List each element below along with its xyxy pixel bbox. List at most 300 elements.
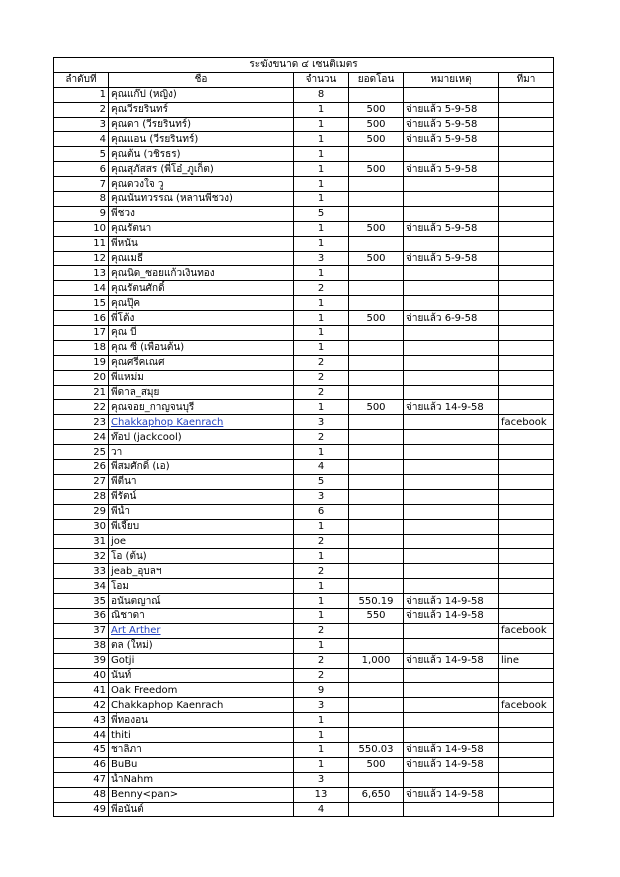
- cell-source: line: [499, 653, 554, 668]
- cell-source: [499, 147, 554, 162]
- cell-no: 48: [54, 787, 109, 802]
- cell-name: jeab_อุบลฯ: [109, 564, 294, 579]
- cell-name: joe: [109, 534, 294, 549]
- cell-note: [404, 385, 499, 400]
- cell-note: จ่ายแล้ว 5-9-58: [404, 221, 499, 236]
- cell-no: 35: [54, 594, 109, 609]
- table-row: [54, 266, 554, 281]
- cell-source: [499, 757, 554, 772]
- cell-note: จ่ายแล้ว 14-9-58: [404, 653, 499, 668]
- cell-source: [499, 445, 554, 460]
- cell-note: [404, 192, 499, 207]
- cell-amount: [349, 370, 404, 385]
- table-row: [54, 787, 554, 802]
- cell-qty: 1: [294, 132, 349, 147]
- cell-no: 24: [54, 430, 109, 445]
- cell-amount: [349, 296, 404, 311]
- cell-name: พี่โต้ง: [109, 311, 294, 326]
- header-name: ชื่อ: [109, 72, 294, 87]
- cell-qty: 2: [294, 668, 349, 683]
- cell-no: 30: [54, 519, 109, 534]
- cell-note: [404, 489, 499, 504]
- cell-name: วา: [109, 445, 294, 460]
- table-row: [54, 296, 554, 311]
- cell-no: 38: [54, 638, 109, 653]
- cell-amount: 500: [349, 311, 404, 326]
- cell-note: [404, 326, 499, 341]
- cell-source: [499, 206, 554, 221]
- cell-note: จ่ายแล้ว 14-9-58: [404, 400, 499, 415]
- cell-source: [499, 162, 554, 177]
- cell-no: 40: [54, 668, 109, 683]
- cell-name: โอม: [109, 579, 294, 594]
- table-row: [54, 549, 554, 564]
- cell-note: [404, 177, 499, 192]
- cell-source: [499, 549, 554, 564]
- cell-qty: 5: [294, 206, 349, 221]
- cell-qty: 1: [294, 445, 349, 460]
- cell-note: จ่ายแล้ว 14-9-58: [404, 594, 499, 609]
- cell-name: คุณปุ๊ค: [109, 296, 294, 311]
- table-row: [54, 206, 554, 221]
- table-row: [54, 445, 554, 460]
- cell-name: พี่ดาล_สมุย: [109, 385, 294, 400]
- cell-qty: 3: [294, 415, 349, 430]
- table-row: [54, 683, 554, 698]
- cell-amount: [349, 355, 404, 370]
- table-row: [54, 415, 554, 430]
- cell-source: [499, 474, 554, 489]
- cell-note: [404, 415, 499, 430]
- cell-name: Gotji: [109, 653, 294, 668]
- cell-source: [499, 787, 554, 802]
- cell-no: 11: [54, 236, 109, 251]
- cell-no: 46: [54, 757, 109, 772]
- cell-note: [404, 340, 499, 355]
- table-row: [54, 162, 554, 177]
- cell-note: [404, 549, 499, 564]
- cell-note: [404, 370, 499, 385]
- cell-source: [499, 430, 554, 445]
- cell-amount: [349, 564, 404, 579]
- cell-name: ท๊อป (jackcool): [109, 430, 294, 445]
- table-row: [54, 519, 554, 534]
- table-row: [54, 504, 554, 519]
- cell-name: BuBu: [109, 757, 294, 772]
- cell-amount: [349, 504, 404, 519]
- cell-qty: 1: [294, 579, 349, 594]
- cell-qty: 1: [294, 757, 349, 772]
- cell-qty: 1: [294, 221, 349, 236]
- cell-no: 27: [54, 474, 109, 489]
- cell-source: [499, 311, 554, 326]
- table-row: [54, 757, 554, 772]
- cell-amount: [349, 460, 404, 475]
- cell-qty: 2: [294, 355, 349, 370]
- table-row: [54, 430, 554, 445]
- cell-amount: [349, 713, 404, 728]
- table-row: [54, 608, 554, 623]
- cell-no: 39: [54, 653, 109, 668]
- cell-no: 49: [54, 802, 109, 817]
- cell-name: คุณดา (วีรยรินทร์): [109, 117, 294, 132]
- cell-note: [404, 623, 499, 638]
- cell-no: 21: [54, 385, 109, 400]
- cell-no: 18: [54, 340, 109, 355]
- cell-qty: 1: [294, 311, 349, 326]
- cell-qty: 1: [294, 117, 349, 132]
- cell-qty: 1: [294, 192, 349, 207]
- cell-source: [499, 772, 554, 787]
- cell-name: คุณดวงใจ วู: [109, 177, 294, 192]
- cell-note: [404, 281, 499, 296]
- header-source: ที่มา: [499, 72, 554, 87]
- cell-no: 4: [54, 132, 109, 147]
- cell-source: [499, 579, 554, 594]
- header-amount: ยอดโอน: [349, 72, 404, 87]
- cell-source: [499, 281, 554, 296]
- cell-no: 47: [54, 772, 109, 787]
- cell-no: 42: [54, 698, 109, 713]
- cell-qty: 13: [294, 787, 349, 802]
- cell-source: [499, 668, 554, 683]
- cell-note: จ่ายแล้ว 14-9-58: [404, 757, 499, 772]
- cell-qty: 1: [294, 594, 349, 609]
- cell-amount: [349, 474, 404, 489]
- cell-qty: 2: [294, 281, 349, 296]
- table-row: [54, 147, 554, 162]
- cell-source: [499, 489, 554, 504]
- cell-source: [499, 400, 554, 415]
- cell-qty: 4: [294, 802, 349, 817]
- cell-qty: 1: [294, 236, 349, 251]
- cell-note: [404, 683, 499, 698]
- cell-note: [404, 698, 499, 713]
- table-row: [54, 698, 554, 713]
- cell-amount: [349, 415, 404, 430]
- cell-no: 28: [54, 489, 109, 504]
- cell-note: จ่ายแล้ว 5-9-58: [404, 102, 499, 117]
- cell-name: คุณเมธี: [109, 251, 294, 266]
- cell-note: [404, 266, 499, 281]
- cell-source: [499, 221, 554, 236]
- cell-name: คุณรัตนศักดิ์: [109, 281, 294, 296]
- cell-source: [499, 132, 554, 147]
- cell-name: คุณต้น (วชิรธร): [109, 147, 294, 162]
- cell-no: 16: [54, 311, 109, 326]
- cell-source: [499, 236, 554, 251]
- cell-amount: [349, 281, 404, 296]
- table-row: [54, 311, 554, 326]
- cell-no: 1: [54, 87, 109, 102]
- cell-qty: 2: [294, 564, 349, 579]
- cell-name: โอ (ต้น): [109, 549, 294, 564]
- cell-qty: 1: [294, 742, 349, 757]
- cell-name: ชาลิภา: [109, 742, 294, 757]
- cell-note: [404, 87, 499, 102]
- table-row: [54, 102, 554, 117]
- cell-source: [499, 713, 554, 728]
- cell-amount: 1,000: [349, 653, 404, 668]
- cell-name: Oak Freedom: [109, 683, 294, 698]
- cell-amount: [349, 326, 404, 341]
- cell-name: คุณวีรยรินทร์: [109, 102, 294, 117]
- cell-no: 12: [54, 251, 109, 266]
- header-row: [54, 72, 554, 87]
- cell-note: จ่ายแล้ว 5-9-58: [404, 251, 499, 266]
- table-row: [54, 668, 554, 683]
- table-row: [54, 370, 554, 385]
- cell-name: Benny<pan>: [109, 787, 294, 802]
- cell-no: 9: [54, 206, 109, 221]
- table-row: [54, 713, 554, 728]
- cell-name: น้ำNahm: [109, 772, 294, 787]
- cell-source: [499, 102, 554, 117]
- table-row: [54, 564, 554, 579]
- cell-no: 6: [54, 162, 109, 177]
- order-table: [53, 57, 554, 817]
- cell-note: [404, 668, 499, 683]
- cell-no: 17: [54, 326, 109, 341]
- table-row: [54, 400, 554, 415]
- cell-note: [404, 147, 499, 162]
- cell-amount: [349, 638, 404, 653]
- cell-amount: [349, 534, 404, 549]
- cell-name: คุณแก๊ป (หญิง): [109, 87, 294, 102]
- cell-note: [404, 206, 499, 221]
- cell-note: จ่ายแล้ว 14-9-58: [404, 742, 499, 757]
- table-row: [54, 221, 554, 236]
- cell-amount: [349, 698, 404, 713]
- cell-note: [404, 728, 499, 743]
- cell-amount: 500: [349, 251, 404, 266]
- cell-qty: 6: [294, 504, 349, 519]
- cell-amount: [349, 728, 404, 743]
- cell-name: คุณรัตนา: [109, 221, 294, 236]
- cell-qty: 1: [294, 728, 349, 743]
- cell-amount: [349, 236, 404, 251]
- cell-name: พี่ทองอน: [109, 713, 294, 728]
- cell-source: [499, 296, 554, 311]
- cell-name[interactable]: Art Arther: [109, 623, 294, 638]
- table-row: [54, 355, 554, 370]
- cell-amount: [349, 668, 404, 683]
- cell-amount: [349, 385, 404, 400]
- cell-qty: 1: [294, 102, 349, 117]
- cell-source: [499, 460, 554, 475]
- table-row: [54, 340, 554, 355]
- cell-note: จ่ายแล้ว 5-9-58: [404, 132, 499, 147]
- cell-name: ตล (ใหม่): [109, 638, 294, 653]
- cell-qty: 1: [294, 519, 349, 534]
- cell-note: [404, 638, 499, 653]
- cell-no: 34: [54, 579, 109, 594]
- cell-qty: 9: [294, 683, 349, 698]
- cell-source: [499, 326, 554, 341]
- cell-source: [499, 385, 554, 400]
- table-row: [54, 594, 554, 609]
- cell-note: จ่ายแล้ว 14-9-58: [404, 608, 499, 623]
- cell-no: 14: [54, 281, 109, 296]
- header-no: ลำดับที่: [54, 72, 109, 87]
- table-row: [54, 87, 554, 102]
- cell-qty: 1: [294, 400, 349, 415]
- cell-source: [499, 370, 554, 385]
- cell-note: [404, 504, 499, 519]
- cell-amount: [349, 772, 404, 787]
- cell-amount: 500: [349, 117, 404, 132]
- cell-amount: 500: [349, 102, 404, 117]
- cell-source: facebook: [499, 698, 554, 713]
- cell-qty: 8: [294, 87, 349, 102]
- cell-note: จ่ายแล้ว 5-9-58: [404, 117, 499, 132]
- cell-amount: [349, 266, 404, 281]
- cell-qty: 3: [294, 489, 349, 504]
- table-row: [54, 132, 554, 147]
- cell-source: [499, 728, 554, 743]
- cell-name: พี่หนัน: [109, 236, 294, 251]
- sheet-title: ระฆังขนาด ๔ เซนติเมตร: [54, 58, 554, 73]
- header-note: หมายเหตุ: [404, 72, 499, 87]
- table-row: [54, 653, 554, 668]
- cell-amount: 550: [349, 608, 404, 623]
- cell-no: 7: [54, 177, 109, 192]
- cell-source: [499, 192, 554, 207]
- cell-qty: 1: [294, 549, 349, 564]
- cell-name: thiti: [109, 728, 294, 743]
- cell-qty: 1: [294, 326, 349, 341]
- cell-no: 19: [54, 355, 109, 370]
- cell-name: พี่ตี๋นา: [109, 474, 294, 489]
- cell-note: [404, 296, 499, 311]
- cell-amount: 500: [349, 221, 404, 236]
- cell-no: 31: [54, 534, 109, 549]
- table-row: [54, 192, 554, 207]
- cell-source: [499, 683, 554, 698]
- cell-name: พี่รัตน์: [109, 489, 294, 504]
- cell-name: คุณสุภัสสร (พี่โอ๋_ภูเก็ต): [109, 162, 294, 177]
- cell-no: 37: [54, 623, 109, 638]
- cell-amount: [349, 579, 404, 594]
- cell-amount: [349, 549, 404, 564]
- cell-qty: 2: [294, 385, 349, 400]
- cell-no: 5: [54, 147, 109, 162]
- table-row: [54, 742, 554, 757]
- cell-qty: 1: [294, 296, 349, 311]
- cell-note: จ่ายแล้ว 6-9-58: [404, 311, 499, 326]
- cell-source: [499, 355, 554, 370]
- cell-amount: 500: [349, 132, 404, 147]
- cell-no: 25: [54, 445, 109, 460]
- cell-qty: 3: [294, 251, 349, 266]
- cell-amount: 500: [349, 757, 404, 772]
- cell-amount: [349, 445, 404, 460]
- cell-source: [499, 251, 554, 266]
- cell-qty: 1: [294, 266, 349, 281]
- cell-note: [404, 355, 499, 370]
- cell-amount: 500: [349, 400, 404, 415]
- cell-name: นันท์: [109, 668, 294, 683]
- table-row: [54, 638, 554, 653]
- cell-no: 32: [54, 549, 109, 564]
- cell-note: [404, 579, 499, 594]
- cell-name: พี่แหม่ม: [109, 370, 294, 385]
- cell-name: คุณศรีคเณศ: [109, 355, 294, 370]
- cell-amount: [349, 206, 404, 221]
- table-row: [54, 326, 554, 341]
- table-row: [54, 385, 554, 400]
- table-row: [54, 579, 554, 594]
- cell-source: facebook: [499, 415, 554, 430]
- cell-amount: [349, 87, 404, 102]
- cell-source: facebook: [499, 623, 554, 638]
- table-row: [54, 623, 554, 638]
- cell-note: [404, 713, 499, 728]
- cell-source: [499, 594, 554, 609]
- cell-qty: 1: [294, 147, 349, 162]
- cell-name[interactable]: Chakkaphop Kaenrach: [109, 415, 294, 430]
- cell-amount: 500: [349, 162, 404, 177]
- cell-qty: 1: [294, 162, 349, 177]
- cell-source: [499, 519, 554, 534]
- cell-amount: [349, 802, 404, 817]
- cell-no: 2: [54, 102, 109, 117]
- cell-qty: 3: [294, 772, 349, 787]
- cell-amount: 550.03: [349, 742, 404, 757]
- cell-no: 45: [54, 742, 109, 757]
- cell-no: 44: [54, 728, 109, 743]
- cell-amount: 550.19: [349, 594, 404, 609]
- cell-note: [404, 802, 499, 817]
- cell-name: คุณนันทวรรณ (หลานพี่ชวง): [109, 192, 294, 207]
- cell-no: 43: [54, 713, 109, 728]
- cell-name: พี่ชวง: [109, 206, 294, 221]
- cell-no: 41: [54, 683, 109, 698]
- cell-qty: 2: [294, 534, 349, 549]
- cell-source: [499, 504, 554, 519]
- table-row: [54, 460, 554, 475]
- cell-qty: 5: [294, 474, 349, 489]
- cell-qty: 2: [294, 653, 349, 668]
- cell-name: พี่อนันต์: [109, 802, 294, 817]
- cell-qty: 2: [294, 370, 349, 385]
- cell-name: ณิชาดา: [109, 608, 294, 623]
- cell-qty: 1: [294, 608, 349, 623]
- cell-qty: 2: [294, 623, 349, 638]
- cell-source: [499, 564, 554, 579]
- cell-note: [404, 772, 499, 787]
- cell-no: 33: [54, 564, 109, 579]
- table-row: [54, 474, 554, 489]
- header-qty: จำนวน: [294, 72, 349, 87]
- cell-note: [404, 445, 499, 460]
- table-row: [54, 281, 554, 296]
- cell-amount: [349, 683, 404, 698]
- cell-name: คุณนิด_ซอยแก้วเงินทอง: [109, 266, 294, 281]
- cell-amount: [349, 340, 404, 355]
- cell-name: คุณจอย_กาญจนบุรี: [109, 400, 294, 415]
- cell-source: [499, 266, 554, 281]
- table-row: [54, 117, 554, 132]
- cell-note: จ่ายแล้ว 14-9-58: [404, 787, 499, 802]
- cell-no: 26: [54, 460, 109, 475]
- table-row: [54, 802, 554, 817]
- cell-source: [499, 117, 554, 132]
- cell-amount: [349, 177, 404, 192]
- table-row: [54, 251, 554, 266]
- cell-no: 3: [54, 117, 109, 132]
- cell-name: พี่สมศักดิ์ (เอ): [109, 460, 294, 475]
